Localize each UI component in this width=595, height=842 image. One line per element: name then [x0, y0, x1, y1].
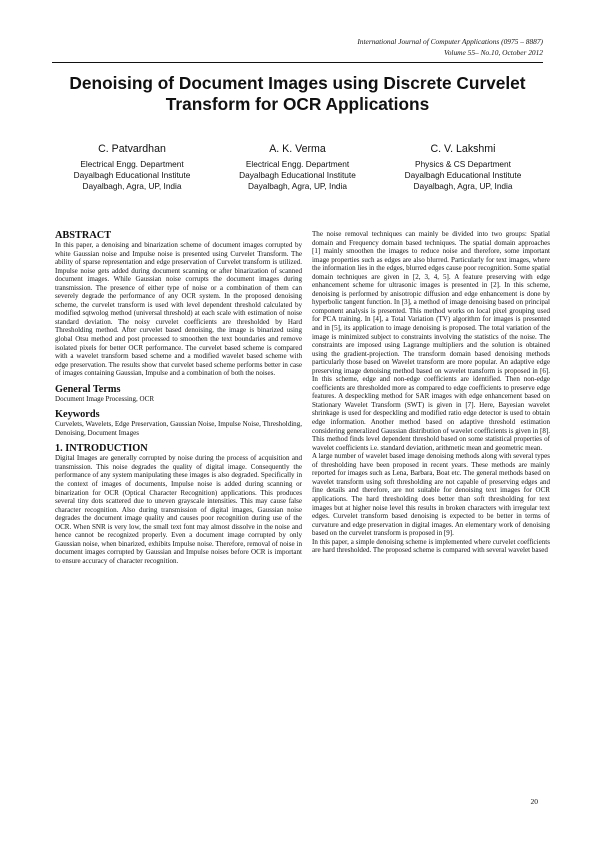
keywords-text: Curvelets, Wavelets, Edge Preservation, Gaussian Noise, Impulse Noise, Thresholding, Denoising, Document Images — [55, 420, 302, 437]
journal-header — [357, 37, 543, 58]
general-terms-heading: General Terms — [55, 383, 121, 395]
body-paragraph: In this paper, a simple denoising scheme is implemented where curvelet coefficients are hard thresholded. The proposed scheme is compared with several wavelet based — [312, 537, 550, 555]
author-1 — [52, 143, 212, 192]
introduction-heading: 1. INTRODUCTION — [55, 443, 148, 455]
body-paragraph: The noise removal techniques can mainly be divided into two groups: Spatial domain and Frequency domain based techniques. The spatial domain approaches [1] mainly smoothen the images to reduce noise and therefore, some important image properties such as edges are also blurred. Particularly for text images, where the information lies in the edges, blurred edges cause poor recognition. Some spatial domain techniques are given in [2, 3, 4, 5]. A feature preserving with edge enhancement scheme for ultrasonic images is presented in [2]. In this scheme, denoising is performed by anisotropic diffusion and edge enhancement is done by hyperbolic tangent function. In [3], a method of image denoising based on principal component analysis is presented. This method works on local pixel grouping used for PCA training. In [4], a Total Variation (TV) algorithm for images is presented and in [5], its application to image denoising is proposed. The total variation of the image is minimized subject to constraints involving the statistics of the noise. The constraints are imposed using Lagrange multipliers and the solution is obtained using the gradient-projection. The transform domain based denoising methods particularly those based on Wavelet transform are more popular. An adaptive edge preserving image denoising method based on wavelet transform is proposed in [6]. In this scheme, edge and non-edge coefficients are identified. Then non-edge coefficients are thresholded more as compared to edge coefficients to preserve edge features. A despeckling method for SAR images with edge enhancement based on Stationary Wavelet Transform (SWT) is given in [7]. Here, Bayesian wavelet shrinkage is used for despeckling and modified ratio edge detector is used to obtain edge information. Another method based on adaptive threshold estimation considering generalized Gaussian distribution of wavelet coefficients is given in [8]. This method finds level dependent threshold based on some statistical properties of wavelet coefficients i.e. standard deviation, arithmetic mean and geometric mean. — [312, 230, 550, 452]
left-column — [55, 230, 302, 566]
author-institute: Dayalbagh Educational Institute — [404, 170, 522, 180]
abstract-heading: ABSTRACT — [55, 230, 112, 241]
author-name: A. K. Verma — [269, 143, 326, 155]
author-3 — [383, 143, 543, 192]
author-institute: Dayalbagh Educational Institute — [73, 170, 191, 180]
header-rule — [52, 62, 543, 63]
author-location: Dayalbagh, Agra, UP, India — [247, 181, 347, 191]
general-terms-text: Document Image Processing, OCR — [55, 394, 155, 403]
author-location: Dayalbagh, Agra, UP, India — [82, 181, 182, 191]
author-department: Electrical Engg. Department — [80, 159, 184, 169]
abstract-text: In this paper, a denoising and binarization scheme of document images corrupted by white Gaussian noise and Impulse noise is presented using Curvelet Transform. The ability of sparse representation and edge preservation of Curvelet transform is utilized. Impulse noise gets added during document scanning or after binarization of scanned document images. While Gaussian noise corrupts the document images during transmission. The presence of either type of noise or a combination of them can severely degrade the performance of any OCR system. In the proposed denoising scheme, the curvelet transform is used with level dependent threshold calculated by modified sqtwolog method (universal threshold) at each scale with estimation of noise standard deviation. The noisy curvelet coefficients are thresholded by Hard Thresholding method. After curvelet based denoising, the image is binarized using global Otsu method and post processed to smoothen the text boundaries and remove isolated pixels for better OCR performance. The curvelet based scheme is compared with a wavelet transform based scheme and a modified wavelet based scheme with edge preservation. The results show that curvelet based scheme performs better in case of images containing Gaussian, Impulse and a combination of both the noises. — [55, 241, 302, 378]
author-department: Electrical Engg. Department — [245, 159, 350, 169]
author-block — [52, 143, 543, 192]
author-name: C. Patvardhan — [98, 143, 166, 155]
author-institute: Dayalbagh Educational Institute — [239, 170, 356, 180]
author-name: C. V. Lakshmi — [430, 143, 496, 155]
keywords-heading: Keywords — [55, 409, 100, 421]
author-department: Physics & CS Department — [415, 159, 511, 169]
author-location: Dayalbagh, Agra, UP, India — [413, 181, 513, 191]
introduction-text: Digital Images are generally corrupted by noise during the process of acquisition and transmission. This noise degrades the quality of digital image. Consequently the performance of any system manipulating these images is also degraded. Specifically in the context of images of documents, Impulse noise is added during scanning or binarization for OCR (Optical Character Recognition) applications. This produces several tiny dots scattered due to uneven grayscale intensities. This may cause false character recognition. Also during transmission of digital images, Gaussian noise degrades the document image quality and causes poor recognition during use of the OCR. When SNR is very low, the small text font may almost dissolve in the noise and hence cannot be recognized properly. Even a document image corrupted by only Gaussian noise, when binarized, exhibits Impulse noise. Therefore, removal of noise in document images corrupted by Gaussian and Impulse noises before OCR is important to ensure accuracy of character recognition. — [55, 454, 302, 565]
journal-name: International Journal of Computer Applications (0975 – 8887) — [357, 37, 543, 46]
right-column — [312, 230, 550, 555]
journal-volume: Volume 55– No.10, October 2012 — [444, 47, 543, 57]
body-paragraph: A large number of wavelet based image denoising methods along with several types of thresholding have been proposed in recent years. These methods are mainly reported for images such as Lena, Barbara, Boat etc. The general methods based on wavelet transform using soft thresholding are not capable of preserving edges and fine details and therefore, are not suitable for denoising text images for OCR applications. The hard thresholding does better than soft thresholding for text images but at higher noise level this results in broken characters with irregular text edges. Curvelet transform based denoising is expected to be better in terms of curvature and edge preservation in digital images. An elementary work of denoising based on the curvelet transform is proposed in [9]. — [312, 452, 550, 538]
author-2 — [218, 143, 378, 192]
paper-title: Denoising of Document Images using Discrete Curvelet Transform for OCR Applications — [69, 73, 526, 114]
page-number: 20 — [530, 797, 538, 806]
